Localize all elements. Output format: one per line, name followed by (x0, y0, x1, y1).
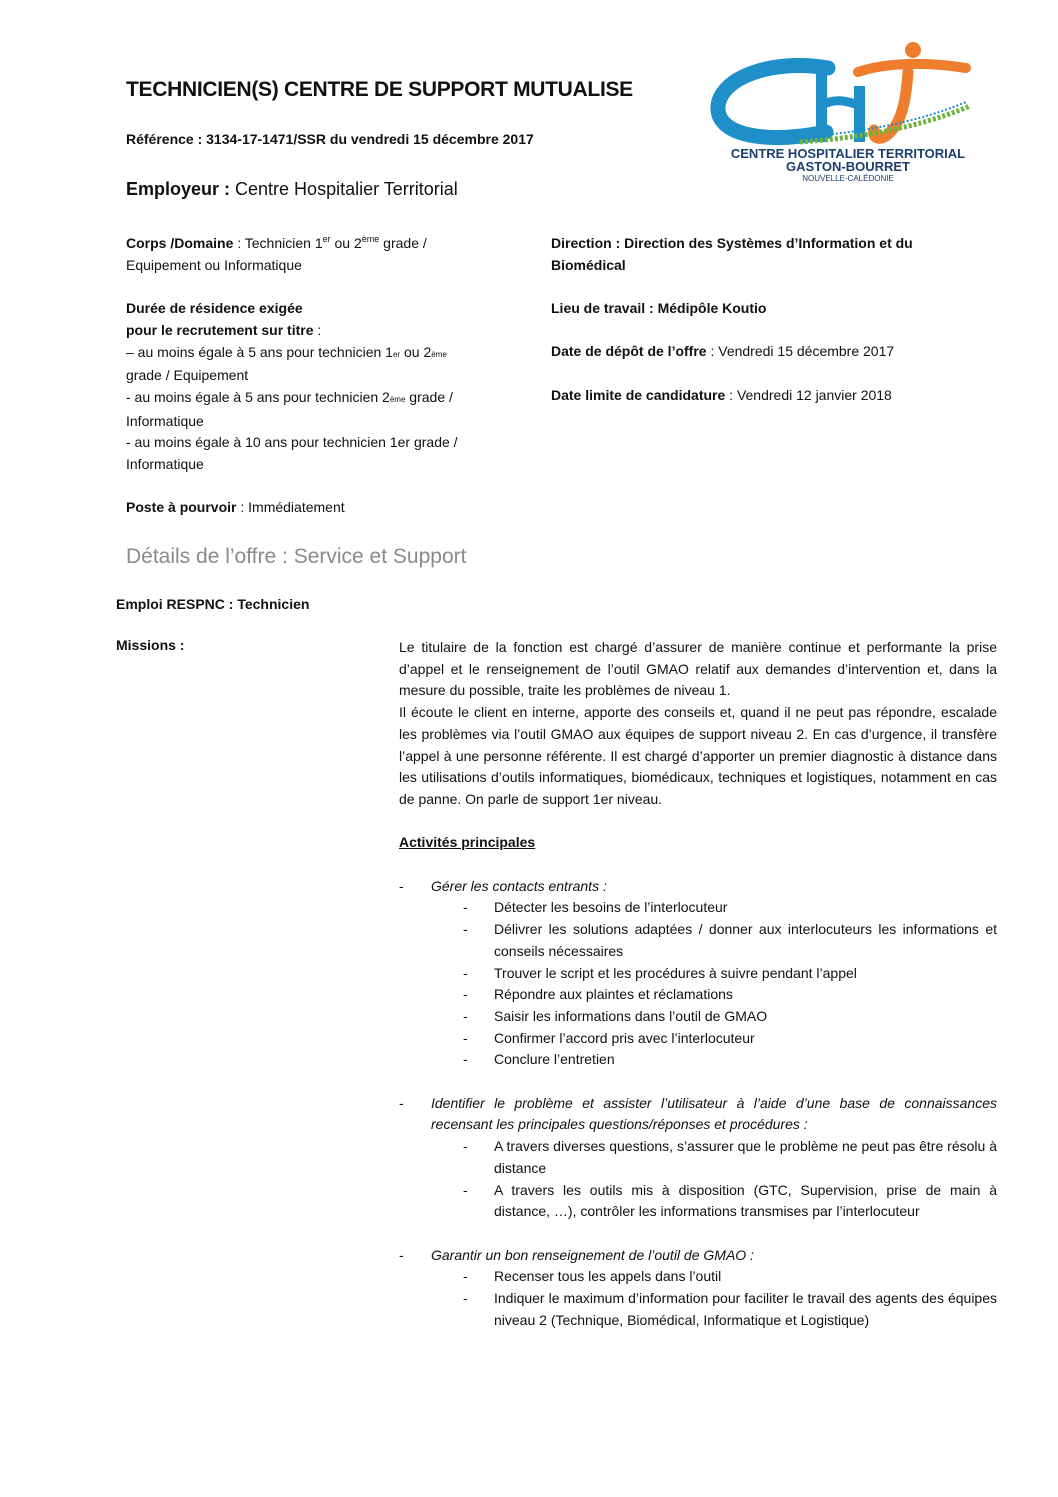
reference-line: Référence : 3134-17-1471/SSR du vendredi 15 décembre 2017 (126, 131, 534, 147)
dash-bullet: - (463, 1290, 468, 1307)
group-title-text: Garantir un bon renseignement de l’outil de GMAO : (431, 1246, 754, 1263)
list-item (399, 1028, 997, 1050)
list-item-text: A travers les outils mis à disposition (GTC, Supervision, prise de main à distance, …), contrôler les informations transmises par l’interlocuteur (494, 1181, 997, 1220)
right-info-column (551, 233, 971, 428)
limite-label: Date limite de candidature (551, 386, 726, 403)
dash-bullet: - (463, 899, 468, 916)
activity-group-title (399, 876, 997, 898)
limite-value: : Vendredi 12 janvier 2018 (725, 386, 892, 403)
list-item-text: Confirmer l’accord pris avec l’interlocuteur (494, 1029, 755, 1046)
corps-line2: Equipement ou Informatique (126, 256, 302, 273)
corps-domaine (126, 233, 526, 276)
list-item (399, 1180, 997, 1223)
activity-group-title (399, 1093, 997, 1136)
list-item (399, 919, 997, 962)
employer-line (126, 179, 458, 200)
left-info-column (126, 233, 526, 541)
dash-bullet: - (463, 986, 468, 1003)
list-item-text: Conclure l’entretien (494, 1051, 615, 1068)
activites-title: Activités principales (399, 834, 536, 851)
employer-label: Employeur : (126, 179, 231, 199)
direction (551, 233, 971, 276)
cht-logo (708, 40, 988, 185)
depot-label: Date de dépôt de l’offre (551, 343, 707, 360)
duree-item-1-a: – au moins égale à 5 ans pour technicien 1 (126, 343, 393, 360)
employer-value: Centre Hospitalier Territorial (230, 179, 458, 199)
corps-text-c: grade / (379, 235, 427, 251)
list-item-text: Recenser tous les appels dans l’outil (494, 1268, 722, 1285)
date-depot (551, 341, 971, 363)
activity-group-1 (399, 876, 997, 1071)
poste-label: Poste à pourvoir (126, 499, 237, 516)
dash-bullet: - (463, 1029, 468, 1046)
dash-bullet: - (399, 1094, 404, 1111)
corps-text-a: : Technicien 1 (233, 235, 323, 251)
missions-label: Missions : (116, 637, 185, 653)
poste-value: : Immédiatement (236, 499, 345, 516)
duree-item-3-line2: Informatique (126, 456, 204, 473)
list-item-text: Saisir les informations dans l’outil de GMAO (494, 1007, 768, 1024)
corps-sup-2: ème (361, 234, 380, 244)
dash-bullet: - (399, 1246, 404, 1263)
list-item (399, 1049, 997, 1071)
logo-text-line3: NOUVELLE-CALÉDONIE (802, 174, 894, 183)
dash-bullet: - (463, 1138, 468, 1155)
poste-a-pourvoir (126, 497, 526, 519)
dash-bullet: - (463, 1268, 468, 1285)
duree-colon: : (313, 321, 322, 338)
duree-item-1-line2: grade / Equipement (126, 367, 249, 384)
logo-text-line2: GASTON-BOURRET (786, 159, 910, 174)
duree-item-2 (126, 387, 526, 411)
duree-item-1-small-2: ème (431, 349, 447, 359)
dash-bullet: - (463, 1051, 468, 1068)
list-item (399, 963, 997, 985)
dash-bullet: - (463, 1007, 468, 1024)
list-item (399, 1006, 997, 1028)
duree-item-1 (126, 342, 526, 366)
group-title-text: Gérer les contacts entrants : (431, 877, 607, 894)
depot-value: : Vendredi 15 décembre 2017 (706, 343, 895, 360)
duree-label-1: Durée de résidence exigée (126, 300, 303, 317)
missions-paragraph-2: Il écoute le client en interne, apporte des conseils et, quand il ne peut pas répondre, escalade les problèmes via l’outil GMAO aux équipes de support niveau 2. En cas d’urgence, il transfère l’appel à une personne référente. Il est chargé d’apporter un premier diagnostic à distance dans les utilisations d’outils informatiques, biomédicaux, techniques et logistiques, notamment en cas de panne. On parle de support 1er niveau. (399, 704, 997, 807)
list-item-text: Délivrer les solutions adaptées / donner aux interlocuteurs les informations et conseils nécessaires (494, 921, 997, 959)
dash-bullet: - (399, 877, 404, 894)
list-item-text: Détecter les besoins de l’interlocuteur (494, 899, 728, 916)
logo-text-line1: CENTRE HOSPITALIER TERRITORIAL (730, 146, 966, 161)
list-item-text: Répondre aux plaintes et réclamations (494, 986, 733, 1003)
list-item (399, 1288, 997, 1331)
direction-line2: Biomédical (551, 256, 626, 273)
lieu-text: Lieu de travail : Médipôle Koutio (551, 300, 767, 317)
duree-item-2-b: grade / (405, 388, 453, 405)
corps-sup-1: er (322, 234, 331, 244)
list-item (399, 1136, 997, 1179)
duree-item-2-line2: Informatique (126, 412, 204, 429)
activity-list (399, 1266, 997, 1331)
activity-group-3 (399, 1245, 997, 1332)
lieu-de-travail (551, 298, 971, 320)
corps-label: Corps /Domaine (126, 235, 234, 251)
list-item-text: Indiquer le maximum d’information pour faciliter le travail des agents des équipes niveau 2 (Technique, Biomédical, Informatique et Logistique) (494, 1290, 997, 1328)
list-item (399, 897, 997, 919)
dash-bullet: - (463, 921, 468, 938)
duree-item-2-small: ème (389, 394, 406, 404)
list-item-text: A travers diverses questions, s’assurer que le problème ne peut pas être résolu à distance (494, 1138, 997, 1176)
list-item (399, 1266, 997, 1288)
activity-list (399, 1136, 997, 1223)
list-item (399, 984, 997, 1006)
details-heading: Détails de l’offre : Service et Support (126, 545, 467, 568)
group-title-text: Identifier le problème et assister l’utilisateur à l’aide d’une base de connaissances recensant les principales questions/réponses et procédures : (431, 1094, 997, 1133)
dash-bullet: - (463, 1181, 468, 1198)
date-limite (551, 385, 971, 407)
activity-group-2 (399, 1093, 997, 1223)
duree-label-2: pour le recrutement sur titre (126, 321, 314, 338)
duree-item-2-a: - au moins égale à 5 ans pour technicien 2 (126, 388, 390, 405)
dash-bullet: - (463, 964, 468, 981)
corps-text-b: ou 2 (330, 235, 362, 251)
cht-logo-graphic (708, 40, 988, 185)
document-title: TECHNICIEN(S) CENTRE DE SUPPORT MUTUALISE (126, 78, 633, 101)
duree-item-1-small-1: er (392, 349, 401, 359)
missions-paragraph-1: Le titulaire de la fonction est chargé d’assurer de manière continue et performante la prise d’appel et le renseignement de l’outil GMAO relatif aux demandes d’intervention et, dans la mesure du possible, traite les problèmes de niveau 1. (399, 639, 997, 699)
activity-group-title (399, 1245, 997, 1267)
emploi-respnc: Emploi RESPNC : Technicien (116, 596, 310, 612)
duree-item-1-b: ou 2 (400, 343, 432, 360)
list-item-text: Trouver le script et les procédures à suivre pendant l’appel (494, 964, 857, 981)
duree-item-3: - au moins égale à 10 ans pour technicien 1er grade / (126, 434, 458, 451)
direction-line1: Direction : Direction des Systèmes d’Information et du (551, 235, 913, 251)
missions-content (399, 637, 997, 1353)
duree-residence (126, 298, 526, 476)
activity-list (399, 897, 997, 1071)
